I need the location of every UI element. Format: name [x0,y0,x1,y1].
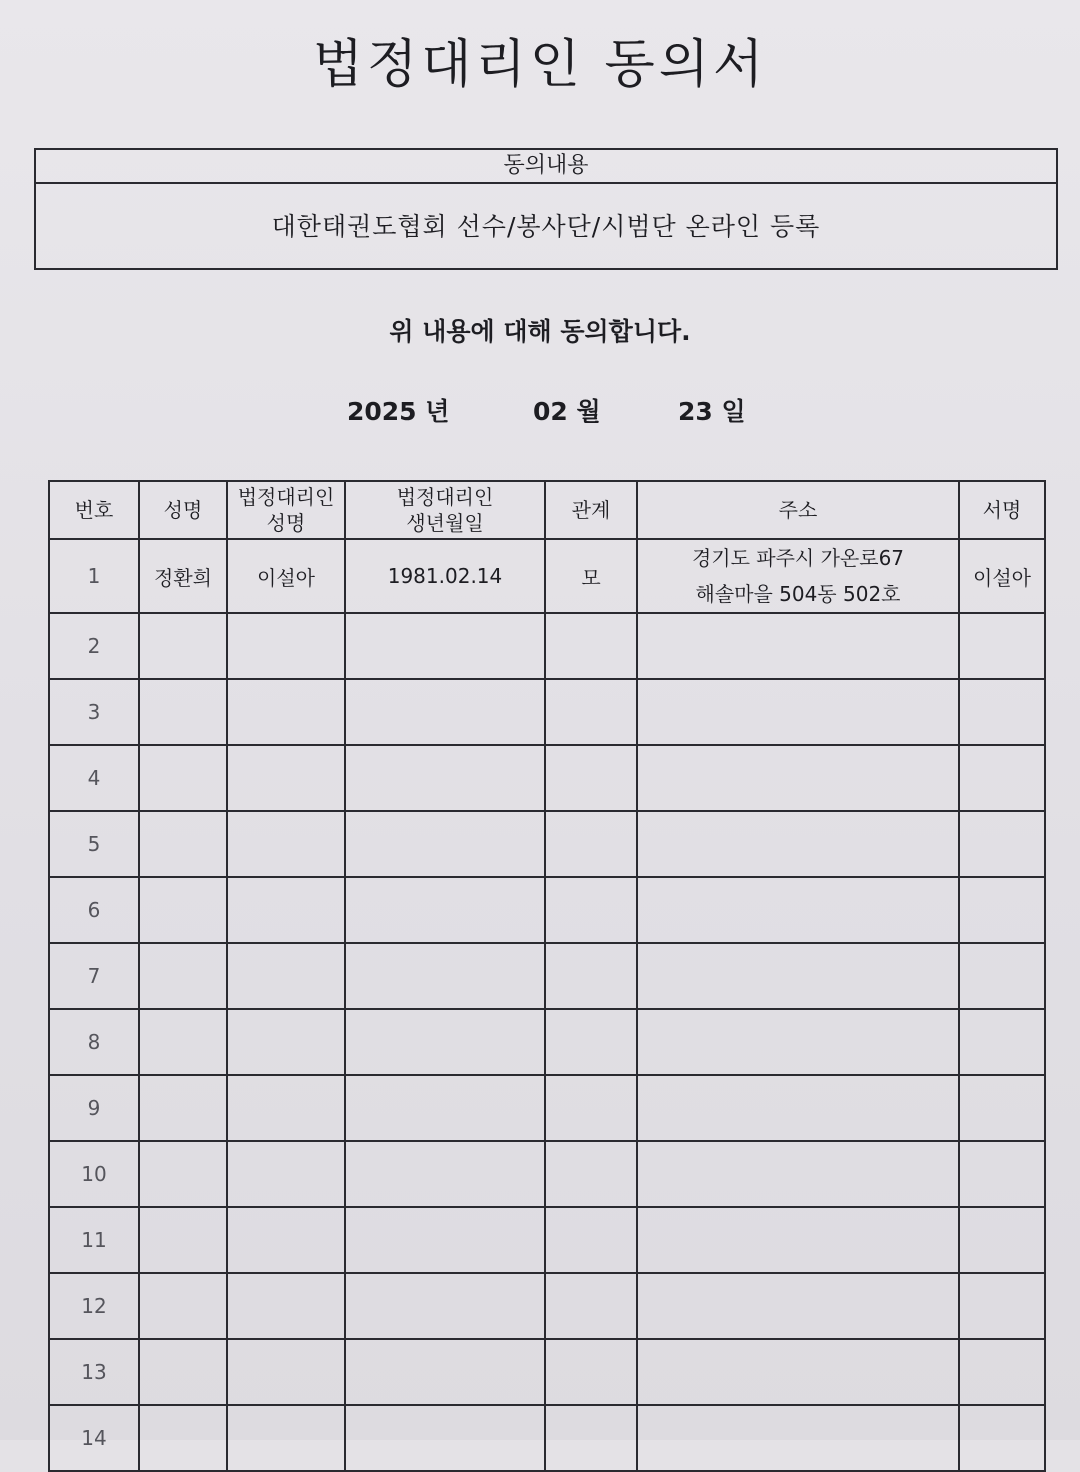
row-guardian-name [227,1339,345,1405]
table-row [49,943,1045,1009]
row-number: 8 [49,1009,139,1075]
row-number: 9 [49,1075,139,1141]
row-guardian-name [227,1075,345,1141]
table-row [49,679,1045,745]
col-header-address: 주소 [637,481,959,539]
row-guardian-birth [345,943,545,1009]
row-relation [545,1273,637,1339]
row-guardian-name [227,1405,345,1471]
row-name [139,1207,227,1273]
row-relation [545,1207,637,1273]
row-address [637,1009,959,1075]
date-month: 02 월 [533,397,601,426]
row-guardian-birth [345,1009,545,1075]
row-name [139,1405,227,1471]
row-relation [545,1405,637,1471]
table-row [49,745,1045,811]
col-header-guardian-name [227,481,345,539]
table-row [49,1405,1045,1471]
table-row [49,1075,1045,1141]
row-guardian-name [227,877,345,943]
table-row [49,1009,1045,1075]
table-row [49,613,1045,679]
row-name [139,877,227,943]
row-address [637,1405,959,1471]
row-name [139,811,227,877]
row-guardian-birth: 1981.02.14 [345,539,545,613]
row-address [637,613,959,679]
row-guardian-birth [345,1075,545,1141]
row-guardian-birth [345,877,545,943]
row-number: 6 [49,877,139,943]
row-address [637,745,959,811]
row-signature [959,1339,1045,1405]
col-header-guardian-birth-line1: 법정대리인 [396,485,494,509]
col-header-name: 성명 [139,481,227,539]
row-signature [959,1009,1045,1075]
row-address [637,811,959,877]
row-guardian-name [227,811,345,877]
row-guardian-birth [345,745,545,811]
row-name [139,745,227,811]
row-address [637,1075,959,1141]
row-relation [545,613,637,679]
row-relation [545,877,637,943]
consent-header: 동의내용 [36,150,1056,184]
row-name [139,1009,227,1075]
col-header-signature: 서명 [959,481,1045,539]
row-name [139,1141,227,1207]
col-header-guardian-name-line2: 성명 [266,511,306,535]
row-signature: 이설아 [959,539,1045,613]
table-row [49,811,1045,877]
row-guardian-birth [345,1273,545,1339]
row-signature [959,679,1045,745]
guardian-table [48,480,1046,1472]
table-row [49,1207,1045,1273]
row-name [139,1075,227,1141]
table-row [49,539,1045,613]
row-signature [959,943,1045,1009]
row-name [139,679,227,745]
row-guardian-name [227,745,345,811]
row-guardian-name: 이설아 [227,539,345,613]
row-address [637,1273,959,1339]
row-guardian-birth [345,679,545,745]
row-relation [545,679,637,745]
row-signature [959,877,1045,943]
row-signature [959,613,1045,679]
row-guardian-name [227,679,345,745]
row-relation [545,1075,637,1141]
table-row [49,1141,1045,1207]
row-number: 2 [49,613,139,679]
row-name [139,1273,227,1339]
row-address [637,539,959,613]
date-year: 2025 년 [347,397,450,426]
row-number: 5 [49,811,139,877]
date-day: 23 일 [678,397,746,426]
row-address [637,877,959,943]
agreement-statement: 위 내용에 대해 동의합니다. [389,317,691,346]
col-header-guardian-name-line1: 법정대리인 [237,485,335,509]
table-header-row [49,481,1045,539]
row-signature [959,1141,1045,1207]
row-guardian-name [227,943,345,1009]
row-relation [545,811,637,877]
row-number: 7 [49,943,139,1009]
row-guardian-birth [345,613,545,679]
row-name [139,1339,227,1405]
row-relation: 모 [545,539,637,613]
row-signature [959,1405,1045,1471]
row-signature [959,1273,1045,1339]
row-address [637,1339,959,1405]
row-number: 4 [49,745,139,811]
col-header-relation: 관계 [545,481,637,539]
row-guardian-birth [345,1207,545,1273]
row-signature [959,1075,1045,1141]
row-guardian-name [227,1141,345,1207]
row-signature [959,811,1045,877]
row-guardian-birth [345,811,545,877]
col-header-no: 번호 [49,481,139,539]
row-guardian-name [227,1273,345,1339]
row-guardian-name [227,613,345,679]
table-row [49,877,1045,943]
row-guardian-birth [345,1141,545,1207]
row-number: 14 [49,1405,139,1471]
row-address [637,1141,959,1207]
row-name: 정환희 [139,539,227,613]
row-relation [545,1339,637,1405]
consent-body: 대한태권도협회 선수/봉사단/시범단 온라인 등록 [271,212,821,241]
row-signature [959,1207,1045,1273]
col-header-guardian-birth-line2: 생년월일 [406,511,484,535]
row-address-line2: 해솔마을 504동 502호 [695,582,901,606]
row-number: 1 [49,539,139,613]
row-number: 13 [49,1339,139,1405]
row-name [139,613,227,679]
row-guardian-name [227,1009,345,1075]
row-address [637,943,959,1009]
row-relation [545,1141,637,1207]
row-address [637,1207,959,1273]
row-guardian-birth [345,1339,545,1405]
row-address [637,679,959,745]
col-header-guardian-birth [345,481,545,539]
row-number: 11 [49,1207,139,1273]
table-row [49,1273,1045,1339]
page-title: 법정대리인 동의서 [312,35,768,95]
row-number: 10 [49,1141,139,1207]
consent-content-box [34,148,1058,270]
row-number: 12 [49,1273,139,1339]
row-guardian-name [227,1207,345,1273]
row-name [139,943,227,1009]
row-address-line1: 경기도 파주시 가온로67 [691,546,905,570]
row-number: 3 [49,679,139,745]
table-row [49,1339,1045,1405]
row-guardian-birth [345,1405,545,1471]
row-signature [959,745,1045,811]
row-relation [545,1009,637,1075]
row-relation [545,745,637,811]
row-relation [545,943,637,1009]
